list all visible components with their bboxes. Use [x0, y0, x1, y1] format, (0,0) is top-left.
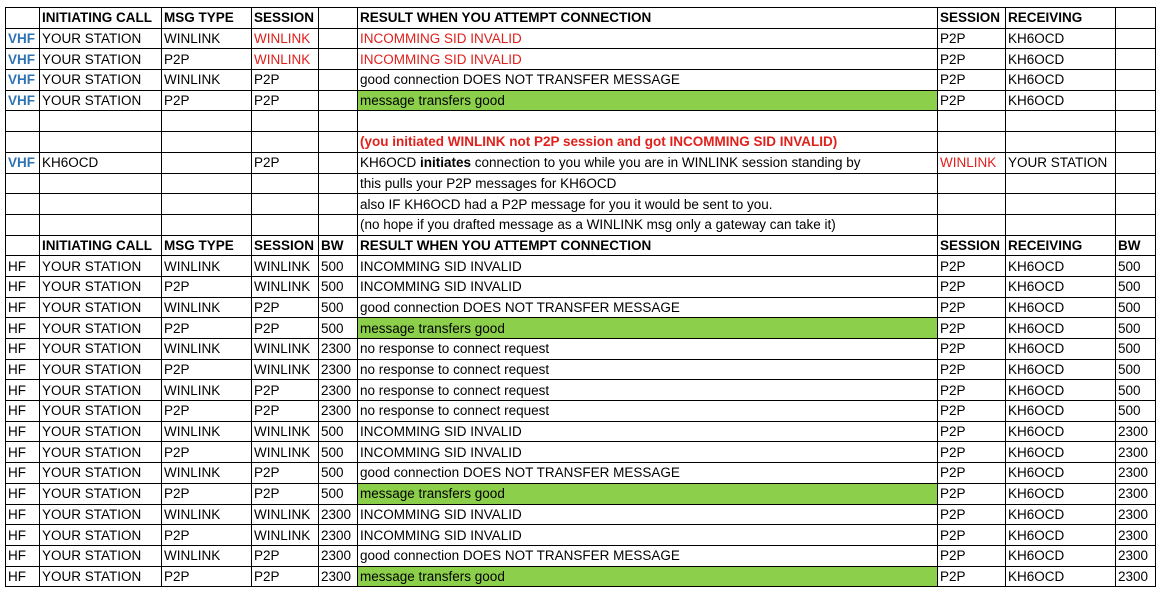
cell-initiating-call: YOUR STATION: [40, 380, 162, 401]
cell-bw: 2300: [319, 359, 358, 380]
cell-initiating-call: YOUR STATION: [40, 359, 162, 380]
cell-msg-type: P2P: [162, 49, 252, 70]
cell-session: WINLINK: [252, 359, 319, 380]
cell-recv-bw: [1116, 28, 1156, 49]
cell-initiating-call: YOUR STATION: [40, 483, 162, 504]
cell-initiating-call: [40, 132, 162, 153]
cell-recv-bw: 500: [1116, 256, 1156, 277]
cell-initiating-call: YOUR STATION: [40, 442, 162, 463]
cell-bw: 500: [319, 318, 358, 339]
cell-band: VHF: [6, 70, 40, 91]
header-receiving: RECEIVING: [1006, 8, 1116, 29]
cell-bw: 500: [319, 421, 358, 442]
header-bw: BW: [319, 235, 358, 256]
header-recv-bw: [1116, 8, 1156, 29]
header-session: SESSION: [252, 235, 319, 256]
cell-recv-session: P2P: [938, 28, 1006, 49]
cell-msg-type: P2P: [162, 359, 252, 380]
cell-band: HF: [6, 483, 40, 504]
table-row: [6, 276, 1156, 297]
cell-initiating-call: YOUR STATION: [40, 28, 162, 49]
cell-recv-session: P2P: [938, 566, 1006, 587]
cell-session: [252, 173, 319, 194]
cell-recv-session: [938, 132, 1006, 153]
cell-bw: 500: [319, 276, 358, 297]
cell-recv-bw: 2300: [1116, 421, 1156, 442]
table-row: [6, 28, 1156, 49]
cell-band: [6, 111, 40, 132]
cell-receiving: KH6OCD: [1006, 359, 1116, 380]
cell-recv-session: P2P: [938, 525, 1006, 546]
cell-receiving: KH6OCD: [1006, 442, 1116, 463]
cell-session: WINLINK: [252, 256, 319, 277]
note-text: (you initiated WINLINK not P2P session and got INCOMMING SID INVALID): [358, 132, 938, 153]
cell-recv-session: P2P: [938, 483, 1006, 504]
note-row: [6, 194, 1156, 215]
cell-receiving: KH6OCD: [1006, 318, 1116, 339]
cell-recv-session: P2P: [938, 339, 1006, 360]
note-row: [6, 214, 1156, 235]
cell-receiving: KH6OCD: [1006, 525, 1116, 546]
header-row-hf: [6, 235, 1156, 256]
cell-recv-bw: 2300: [1116, 566, 1156, 587]
cell-band: [6, 214, 40, 235]
cell-band: HF: [6, 359, 40, 380]
table-row: [6, 49, 1156, 70]
cell-bw: 500: [319, 442, 358, 463]
cell-msg-type: [162, 111, 252, 132]
cell-recv-session: [938, 173, 1006, 194]
cell-recv-bw: 2300: [1116, 525, 1156, 546]
cell-session: P2P: [252, 318, 319, 339]
cell-recv-bw: 2300: [1116, 504, 1156, 525]
cell-session: [252, 194, 319, 215]
cell-recv-session: WINLINK: [938, 152, 1006, 173]
cell-band: HF: [6, 525, 40, 546]
cell-recv-bw: 2300: [1116, 545, 1156, 566]
cell-recv-bw: 500: [1116, 401, 1156, 422]
note-row: [6, 132, 1156, 153]
cell-recv-bw: [1116, 132, 1156, 153]
cell-result: INCOMMING SID INVALID: [358, 49, 938, 70]
cell-initiating-call: YOUR STATION: [40, 318, 162, 339]
cell-band: HF: [6, 380, 40, 401]
cell-recv-session: P2P: [938, 401, 1006, 422]
cell-session: P2P: [252, 90, 319, 111]
cell-band: HF: [6, 256, 40, 277]
cell-initiating-call: YOUR STATION: [40, 70, 162, 91]
header-recv-session: SESSION: [938, 235, 1006, 256]
cell-band: HF: [6, 318, 40, 339]
cell-result: INCOMMING SID INVALID: [358, 525, 938, 546]
cell-msg-type: P2P: [162, 442, 252, 463]
header-receiving: RECEIVING: [1006, 235, 1116, 256]
cell-bw: [319, 49, 358, 70]
cell-msg-type: P2P: [162, 483, 252, 504]
cell-session: P2P: [252, 70, 319, 91]
table-row: [6, 483, 1156, 504]
cell-receiving: KH6OCD: [1006, 463, 1116, 484]
cell-recv-session: [938, 194, 1006, 215]
header-msg-type: MSG TYPE: [162, 8, 252, 29]
cell-msg-type: WINLINK: [162, 421, 252, 442]
cell-band: VHF: [6, 90, 40, 111]
cell-initiating-call: [40, 111, 162, 132]
header-recv-session: SESSION: [938, 8, 1006, 29]
cell-receiving: KH6OCD: [1006, 90, 1116, 111]
cell-receiving: KH6OCD: [1006, 483, 1116, 504]
cell-recv-session: [938, 111, 1006, 132]
cell-recv-session: P2P: [938, 421, 1006, 442]
cell-initiating-call: YOUR STATION: [40, 525, 162, 546]
cell-band: VHF: [6, 152, 40, 173]
cell-band: HF: [6, 442, 40, 463]
cell-session: WINLINK: [252, 525, 319, 546]
kh6ocd-row: [6, 152, 1156, 173]
cell-msg-type: WINLINK: [162, 545, 252, 566]
cell-bw: 2300: [319, 525, 358, 546]
cell-recv-bw: [1116, 70, 1156, 91]
cell-result: good connection DOES NOT TRANSFER MESSAGE: [358, 463, 938, 484]
cell-result: [358, 152, 938, 173]
cell-bw: 500: [319, 483, 358, 504]
header-bw: [319, 8, 358, 29]
cell-msg-type: [162, 173, 252, 194]
cell-receiving: [1006, 173, 1116, 194]
cell-session: WINLINK: [252, 421, 319, 442]
table-row: [6, 90, 1156, 111]
cell-recv-bw: 500: [1116, 318, 1156, 339]
cell-initiating-call: YOUR STATION: [40, 276, 162, 297]
cell-initiating-call: YOUR STATION: [40, 545, 162, 566]
header-row-vhf: [6, 8, 1156, 29]
cell-bw: [319, 70, 358, 91]
cell-initiating-call: YOUR STATION: [40, 401, 162, 422]
cell-recv-bw: 500: [1116, 276, 1156, 297]
cell-result: INCOMMING SID INVALID: [358, 256, 938, 277]
cell-band: HF: [6, 463, 40, 484]
cell-bw: 2300: [319, 545, 358, 566]
cell-session: WINLINK: [252, 49, 319, 70]
cell-recv-bw: 2300: [1116, 483, 1156, 504]
cell-result: good connection DOES NOT TRANSFER MESSAGE: [358, 545, 938, 566]
connection-results-table: [5, 7, 1156, 587]
table-row: [6, 297, 1156, 318]
cell-band: VHF: [6, 49, 40, 70]
cell-msg-type: P2P: [162, 525, 252, 546]
table-body: [6, 8, 1156, 587]
cell-session: WINLINK: [252, 339, 319, 360]
cell-recv-bw: [1116, 173, 1156, 194]
cell-result: INCOMMING SID INVALID: [358, 276, 938, 297]
cell-msg-type: WINLINK: [162, 463, 252, 484]
cell-recv-session: P2P: [938, 70, 1006, 91]
cell-initiating-call: YOUR STATION: [40, 504, 162, 525]
cell-result: no response to connect request: [358, 401, 938, 422]
header-result: RESULT WHEN YOU ATTEMPT CONNECTION: [358, 235, 938, 256]
cell-band: VHF: [6, 28, 40, 49]
cell-band: HF: [6, 401, 40, 422]
cell-recv-bw: [1116, 214, 1156, 235]
cell-recv-session: P2P: [938, 380, 1006, 401]
cell-initiating-call: YOUR STATION: [40, 90, 162, 111]
cell-recv-bw: [1116, 49, 1156, 70]
table-row: [6, 70, 1156, 91]
cell-result: no response to connect request: [358, 339, 938, 360]
cell-initiating-call: YOUR STATION: [40, 463, 162, 484]
cell-recv-bw: 2300: [1116, 442, 1156, 463]
cell-recv-session: P2P: [938, 442, 1006, 463]
cell-msg-type: [162, 132, 252, 153]
result-suffix: connection to you while you are in WINLINK session standing by: [471, 155, 861, 171]
cell-bw: 500: [319, 256, 358, 277]
cell-bw: [319, 132, 358, 153]
header-recv-bw: BW: [1116, 235, 1156, 256]
table-row: [6, 401, 1156, 422]
cell-receiving: YOUR STATION: [1006, 152, 1116, 173]
cell-receiving: [1006, 214, 1116, 235]
cell-session: P2P: [252, 483, 319, 504]
cell-receiving: KH6OCD: [1006, 566, 1116, 587]
table-row: [6, 380, 1156, 401]
cell-initiating-call: YOUR STATION: [40, 421, 162, 442]
cell-receiving: [1006, 132, 1116, 153]
cell-msg-type: WINLINK: [162, 504, 252, 525]
cell-recv-session: P2P: [938, 504, 1006, 525]
cell-recv-session: P2P: [938, 318, 1006, 339]
cell-band: HF: [6, 339, 40, 360]
table-row: [6, 525, 1156, 546]
header-band: [6, 235, 40, 256]
cell-receiving: KH6OCD: [1006, 276, 1116, 297]
cell-bw: 2300: [319, 504, 358, 525]
cell-result: message transfers good: [358, 483, 938, 504]
cell-session: [252, 132, 319, 153]
cell-receiving: KH6OCD: [1006, 401, 1116, 422]
cell-receiving: [1006, 111, 1116, 132]
cell-band: HF: [6, 504, 40, 525]
cell-recv-bw: 500: [1116, 339, 1156, 360]
cell-receiving: KH6OCD: [1006, 70, 1116, 91]
cell-band: HF: [6, 545, 40, 566]
table-row: [6, 339, 1156, 360]
cell-initiating-call: YOUR STATION: [40, 339, 162, 360]
cell-msg-type: P2P: [162, 90, 252, 111]
cell-msg-type: [162, 214, 252, 235]
cell-result: no response to connect request: [358, 380, 938, 401]
cell-bw: [319, 173, 358, 194]
cell-bw: [319, 152, 358, 173]
cell-recv-session: P2P: [938, 545, 1006, 566]
cell-session: P2P: [252, 545, 319, 566]
cell-receiving: KH6OCD: [1006, 256, 1116, 277]
cell-initiating-call: KH6OCD: [40, 152, 162, 173]
cell-msg-type: P2P: [162, 401, 252, 422]
cell-recv-session: P2P: [938, 256, 1006, 277]
cell-band: HF: [6, 566, 40, 587]
table-row: [6, 566, 1156, 587]
cell-session: [252, 111, 319, 132]
cell-bw: 2300: [319, 339, 358, 360]
cell-msg-type: WINLINK: [162, 297, 252, 318]
cell-recv-session: P2P: [938, 297, 1006, 318]
header-band: [6, 8, 40, 29]
cell-result: good connection DOES NOT TRANSFER MESSAGE: [358, 70, 938, 91]
cell-recv-bw: [1116, 111, 1156, 132]
cell-msg-type: P2P: [162, 566, 252, 587]
result-emphasis: initiates: [420, 155, 472, 171]
cell-initiating-call: [40, 214, 162, 235]
cell-session: WINLINK: [252, 504, 319, 525]
header-result: RESULT WHEN YOU ATTEMPT CONNECTION: [358, 8, 938, 29]
cell-result: INCOMMING SID INVALID: [358, 421, 938, 442]
cell-bw: 2300: [319, 566, 358, 587]
cell-msg-type: P2P: [162, 318, 252, 339]
cell-initiating-call: YOUR STATION: [40, 566, 162, 587]
cell-recv-bw: 500: [1116, 380, 1156, 401]
cell-session: P2P: [252, 401, 319, 422]
table-row: [6, 359, 1156, 380]
cell-session: WINLINK: [252, 28, 319, 49]
cell-result: no response to connect request: [358, 359, 938, 380]
cell-session: P2P: [252, 566, 319, 587]
cell-session: WINLINK: [252, 442, 319, 463]
table-row: [6, 318, 1156, 339]
table-row: [6, 442, 1156, 463]
cell-session: [252, 214, 319, 235]
cell-msg-type: [162, 152, 252, 173]
cell-msg-type: WINLINK: [162, 256, 252, 277]
cell-recv-bw: 500: [1116, 359, 1156, 380]
cell-recv-session: P2P: [938, 90, 1006, 111]
cell-session: P2P: [252, 380, 319, 401]
table-row: [6, 421, 1156, 442]
cell-recv-session: P2P: [938, 276, 1006, 297]
cell-result: INCOMMING SID INVALID: [358, 28, 938, 49]
cell-recv-bw: [1116, 90, 1156, 111]
cell-bw: 2300: [319, 380, 358, 401]
cell-bw: [319, 90, 358, 111]
cell-receiving: KH6OCD: [1006, 49, 1116, 70]
cell-bw: 2300: [319, 401, 358, 422]
cell-recv-session: [938, 214, 1006, 235]
cell-session: P2P: [252, 297, 319, 318]
cell-receiving: KH6OCD: [1006, 380, 1116, 401]
cell-recv-session: P2P: [938, 359, 1006, 380]
cell-bw: [319, 194, 358, 215]
cell-msg-type: P2P: [162, 276, 252, 297]
cell-band: HF: [6, 297, 40, 318]
header-initiating-call: INITIATING CALL: [40, 8, 162, 29]
cell-band: [6, 132, 40, 153]
cell-session: P2P: [252, 463, 319, 484]
table-row: [6, 545, 1156, 566]
cell-initiating-call: YOUR STATION: [40, 49, 162, 70]
cell-recv-session: P2P: [938, 463, 1006, 484]
note-row: [6, 173, 1156, 194]
note-text: (no hope if you drafted message as a WINLINK msg only a gateway can take it): [358, 214, 938, 235]
header-msg-type: MSG TYPE: [162, 235, 252, 256]
cell-msg-type: [162, 194, 252, 215]
table-row: [6, 504, 1156, 525]
cell-session: WINLINK: [252, 276, 319, 297]
cell-receiving: KH6OCD: [1006, 545, 1116, 566]
cell-receiving: [1006, 194, 1116, 215]
cell-result: message transfers good: [358, 566, 938, 587]
blank-row: [6, 111, 1156, 132]
cell-recv-bw: 2300: [1116, 463, 1156, 484]
cell-bw: [319, 28, 358, 49]
cell-msg-type: WINLINK: [162, 28, 252, 49]
note-text: also IF KH6OCD had a P2P message for you it would be sent to you.: [358, 194, 938, 215]
cell-result: message transfers good: [358, 318, 938, 339]
cell-recv-bw: [1116, 152, 1156, 173]
cell-receiving: KH6OCD: [1006, 297, 1116, 318]
cell-band: [6, 173, 40, 194]
cell-band: HF: [6, 276, 40, 297]
cell-bw: [319, 111, 358, 132]
cell-receiving: KH6OCD: [1006, 421, 1116, 442]
cell-bw: 500: [319, 297, 358, 318]
cell-result: message transfers good: [358, 90, 938, 111]
cell-msg-type: WINLINK: [162, 339, 252, 360]
cell-recv-bw: 500: [1116, 297, 1156, 318]
cell-initiating-call: YOUR STATION: [40, 256, 162, 277]
table-row: [6, 463, 1156, 484]
cell-bw: [319, 214, 358, 235]
cell-msg-type: WINLINK: [162, 70, 252, 91]
note-text: this pulls your P2P messages for KH6OCD: [358, 173, 938, 194]
cell-msg-type: WINLINK: [162, 380, 252, 401]
cell-result: good connection DOES NOT TRANSFER MESSAGE: [358, 297, 938, 318]
cell-result: INCOMMING SID INVALID: [358, 504, 938, 525]
cell-initiating-call: YOUR STATION: [40, 297, 162, 318]
cell-band: [6, 194, 40, 215]
table-row: [6, 256, 1156, 277]
cell-receiving: KH6OCD: [1006, 28, 1116, 49]
cell-recv-session: P2P: [938, 49, 1006, 70]
cell-result: [358, 111, 938, 132]
cell-recv-bw: [1116, 194, 1156, 215]
cell-receiving: KH6OCD: [1006, 504, 1116, 525]
result-prefix: KH6OCD: [360, 155, 421, 171]
cell-initiating-call: [40, 173, 162, 194]
cell-session: P2P: [252, 152, 319, 173]
header-session: SESSION: [252, 8, 319, 29]
cell-bw: 500: [319, 463, 358, 484]
cell-result: INCOMMING SID INVALID: [358, 442, 938, 463]
header-initiating-call: INITIATING CALL: [40, 235, 162, 256]
cell-receiving: KH6OCD: [1006, 339, 1116, 360]
cell-initiating-call: [40, 194, 162, 215]
cell-band: HF: [6, 421, 40, 442]
